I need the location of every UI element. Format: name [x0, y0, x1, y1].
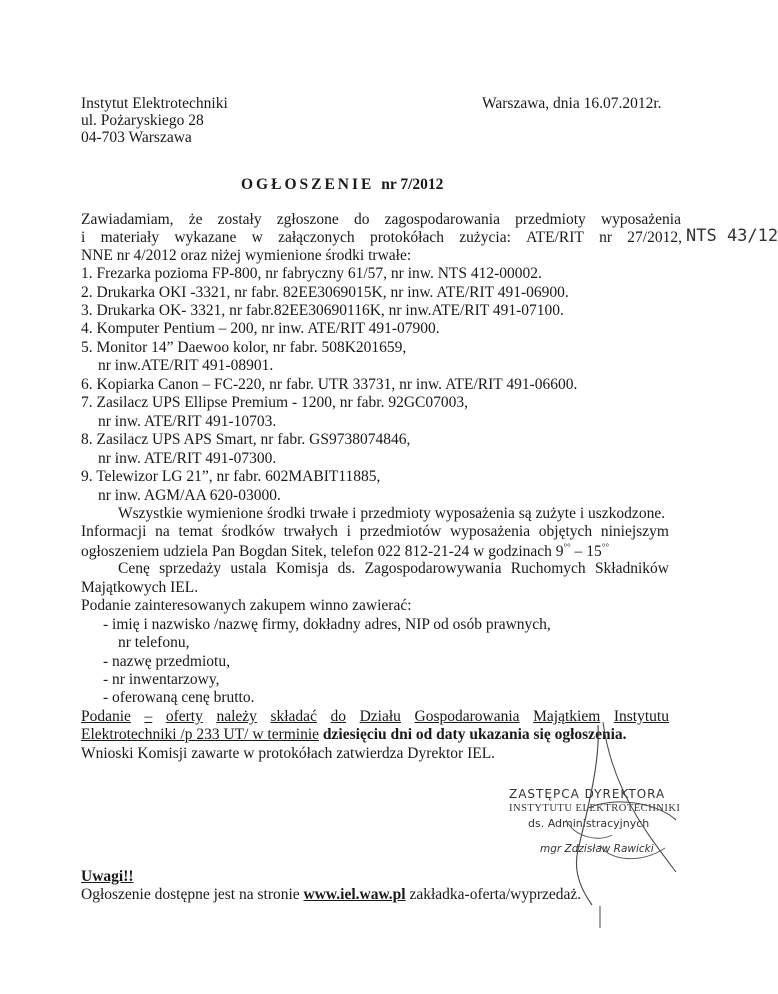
intro-word: załączonych [278, 229, 355, 246]
stamp-department: ds. Administracyjnych [528, 817, 650, 830]
body-word: składać [270, 708, 317, 725]
intro-word: 27/2012, [627, 229, 682, 246]
intro-word: że [188, 211, 203, 228]
list-item: 4. Komputer Pentium – 200, nr inw. ATE/RIT 491-07900. [81, 320, 440, 337]
intro-word: nr [599, 229, 613, 246]
requirement-item: - nr inwentarzowy, [103, 671, 220, 688]
signature-stroke [566, 820, 612, 838]
body-word: Komisja [275, 560, 329, 577]
submission-place: Elektrotechniki /p 233 UT/ w terminie [81, 726, 320, 743]
list-item: 5. Monitor 14” Daewoo kolor, nr fabr. 508K201659, [81, 339, 407, 356]
intro-word: zużycia: [459, 229, 511, 246]
list-item-continuation: nr inw. ATE/RIT 491-07300. [98, 450, 277, 467]
list-item: 9. Telewizor LG 21”, nr fabr. 602MABIT11885, [81, 468, 381, 485]
intro-word: zgłoszone [276, 211, 339, 228]
body-word: oferty [165, 708, 203, 725]
contact-text: ogłoszeniem udziela Pan Bogdan Sitek, telefon 022 812-21-24 w godzinach 9 [81, 543, 564, 561]
requirement-item-continuation: nr telefonu, [118, 634, 190, 651]
body-word: Składników [594, 560, 669, 577]
intro-word: zagospodarowania [384, 211, 500, 228]
signature-stroke [588, 802, 676, 820]
body-word: wyposażenia [450, 523, 531, 540]
list-item: 6. Kopiarka Canon – FC-220, nr fabr. UTR 33731, nr inw. ATE/RIT 491-06600. [81, 376, 578, 393]
hours-superscript: °° [563, 542, 571, 552]
institution-city: 04-703 Warszawa [81, 129, 192, 146]
body-word: przedmiotów [359, 523, 442, 540]
body-word: Instytutu [613, 708, 669, 725]
place-date: Warszawa, dnia 16.07.2012r. [482, 95, 662, 112]
intro-word: zostały [217, 211, 262, 228]
body-word: na [155, 523, 170, 540]
body-word: objętych [538, 523, 593, 540]
body-word: należy [216, 708, 257, 725]
stamp-institute: INSTYTUTU ELEKTROTECHNIKI [509, 803, 681, 814]
hours-superscript: °° [601, 542, 609, 552]
stamp-title: ZASTĘPCA DYREKTORA [509, 787, 666, 801]
handwritten-note: NTS 43/12 [686, 226, 778, 246]
body-word: Gospodarowania [414, 708, 520, 725]
body-word: Informacji [81, 523, 147, 540]
intro-word: do [353, 211, 370, 228]
footer-text-pre: Ogłoszenie dostępne jest na stronie [81, 886, 304, 903]
paragraph-approval: Wnioski Komisji zawarte w protokółach zatwierdza Dyrektor IEL. [81, 745, 496, 762]
intro-line-3: NNE nr 4/2012 oraz niżej wymienione środki trwałe: [81, 247, 412, 264]
requirement-item: - nazwę przedmiotu, [103, 653, 230, 670]
body-word: trwałych [283, 523, 338, 540]
body-word: ds. [337, 560, 356, 577]
intro-word: ATE/RIT [526, 229, 584, 246]
body-word: Podanie [81, 708, 131, 725]
requirement-item: - imię i nazwisko /nazwę firmy, dokładny adres, NIP od osób prawnych, [103, 616, 551, 633]
body-word: Majątkiem [533, 708, 601, 725]
institution-street: ul. Pożaryskiego 28 [81, 112, 204, 129]
intro-word: wykazane [174, 229, 237, 246]
intro-word: Zawiadamiam, [81, 211, 174, 228]
website-link[interactable]: www.iel.waw.pl [303, 886, 406, 903]
stamp-name: mgr Zdzisław Rawicki [540, 843, 654, 855]
body-word: – [144, 708, 153, 725]
institution-name: Instytut Elektrotechniki [81, 95, 228, 112]
list-item-continuation: nr inw.ATE/RIT 491-08901. [98, 357, 274, 374]
signature-stroke [600, 845, 665, 859]
intro-word: wyposażenia [600, 211, 681, 228]
signature-stroke [576, 725, 598, 905]
title-word: OGŁOSZENIE [241, 176, 375, 193]
body-word: do [330, 708, 347, 725]
body-word: Cenę [118, 560, 150, 577]
list-item: 1. Frezarka pozioma FP-800, nr fabryczny 61/57, nr inw. NTS 412-00002. [81, 265, 542, 282]
body-word: Ruchomych [510, 560, 586, 577]
intro-word: przedmioty [515, 211, 586, 228]
intro-word: materiały [100, 229, 160, 246]
list-item-continuation: nr inw. ATE/RIT 491-10703. [98, 413, 277, 430]
intro-word: w [251, 229, 263, 246]
body-word: sprzedaży [159, 560, 222, 577]
paragraph-price-line-2: Majątkowych IEL. [81, 579, 199, 596]
list-item: 2. Drukarka OKI -3321, nr fabr. 82EE3069015K, nr inw. ATE/RIT 491-06900. [81, 284, 569, 301]
title-number: nr 7/2012 [381, 176, 444, 193]
list-item: 3. Drukarka OK- 3321, nr fabr.82EE30690116K, nr inw.ATE/RIT 491-07100. [81, 302, 564, 319]
footer-text [81, 887, 581, 903]
intro-word: i [81, 229, 86, 246]
hours-end: – 15 [570, 543, 602, 561]
list-item: 8. Zasilacz UPS APS Smart, nr fabr. GS9738074846, [81, 431, 411, 448]
footer-heading: Uwagi!! [81, 868, 134, 885]
list-item: 7. Zasilacz UPS Ellipse Premium - 1200, nr fabr. 92GC07003, [81, 394, 469, 411]
signature-stroke [603, 722, 676, 872]
paragraph-condition: Wszystkie wymienione środki trwałe i przedmioty wyposażenia są zużyte i uszkodzone. [118, 505, 666, 522]
body-word: środków [221, 523, 275, 540]
body-word: ustala [230, 560, 267, 577]
requirement-item: - oferowaną cenę brutto. [103, 689, 255, 706]
body-word: Zagospodarowywania [364, 560, 502, 577]
footer-text-post: zakładka-oferta/wyprzedaż. [405, 886, 582, 903]
body-word: i [346, 523, 351, 540]
body-word: niniejszym [600, 523, 669, 540]
intro-word: protokółach [369, 229, 444, 246]
submission-deadline: dziesięciu dni od daty ukazania się ogłoszenia. [319, 726, 627, 743]
list-item-continuation: nr inw. AGM/AA 620-03000. [98, 487, 281, 504]
body-word: temat [178, 523, 213, 540]
body-word: Działu [359, 708, 401, 725]
paragraph-requirements: Podanie zainteresowanych zakupem winno zawierać: [81, 597, 412, 614]
